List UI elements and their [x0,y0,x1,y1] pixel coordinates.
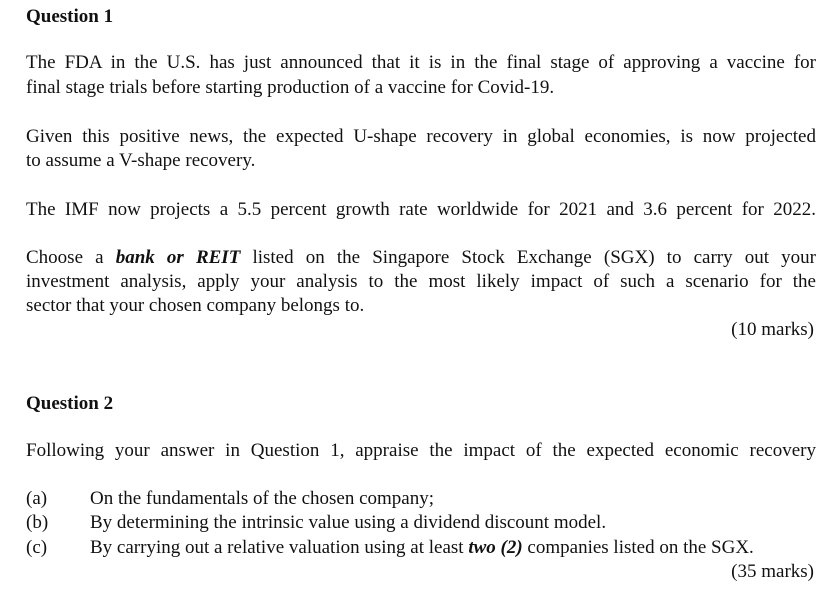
q2-marks: (35 marks) [731,561,814,582]
q2-item-c-emphasis: two (2) [468,537,523,558]
q2-item-c-text-b: companies listed on the SGX. [522,537,754,558]
q1-p4-emphasis: bank or REIT [115,247,241,268]
q2-intro: Following your answer in Question 1, appraise the impact of the expected economic recovery [26,440,816,461]
q2-item-c-text-a: By carrying out a relative valuation using at least [90,537,469,558]
q1-paragraph-4-line-2: investment analysis, apply your analysis to the most likely impact of such a scenario for the [26,271,816,292]
q1-marks: (10 marks) [731,319,814,340]
question-1-heading: Question 1 [26,6,114,27]
q1-paragraph-2-line-1: Given this positive news, the expected U-shape recovery in global economies, is now projected [26,126,816,147]
q2-item-b-text: By determining the intrinsic value using a dividend discount model. [90,512,607,533]
q2-item-c-text [90,537,754,559]
q2-item-c-label: (c) [26,537,48,558]
q1-p4-text-a: Choose a [26,247,116,268]
q1-paragraph-3: The IMF now projects a 5.5 percent growth rate worldwide for 2021 and 3.6 percent for 2022. [26,199,816,220]
question-2-heading: Question 2 [26,393,114,414]
q2-item-b-label: (b) [26,512,49,533]
q1-paragraph-4-line-1 [26,247,816,269]
q2-item-a-text: On the fundamentals of the chosen company; [90,488,435,509]
q1-paragraph-1-line-2: final stage trials before starting production of a vaccine for Covid-19. [26,77,555,98]
q1-paragraph-1-line-1: The FDA in the U.S. has just announced that it is in the final stage of approving a vaccine for [26,52,816,73]
q2-item-a-label: (a) [26,488,48,509]
q1-paragraph-4-line-3: sector that your chosen company belongs to. [26,295,365,316]
q1-p4-text-b: listed on the Singapore Stock Exchange (SGX) to carry out your [240,247,817,268]
q1-paragraph-2-line-2: to assume a V-shape recovery. [26,150,256,171]
